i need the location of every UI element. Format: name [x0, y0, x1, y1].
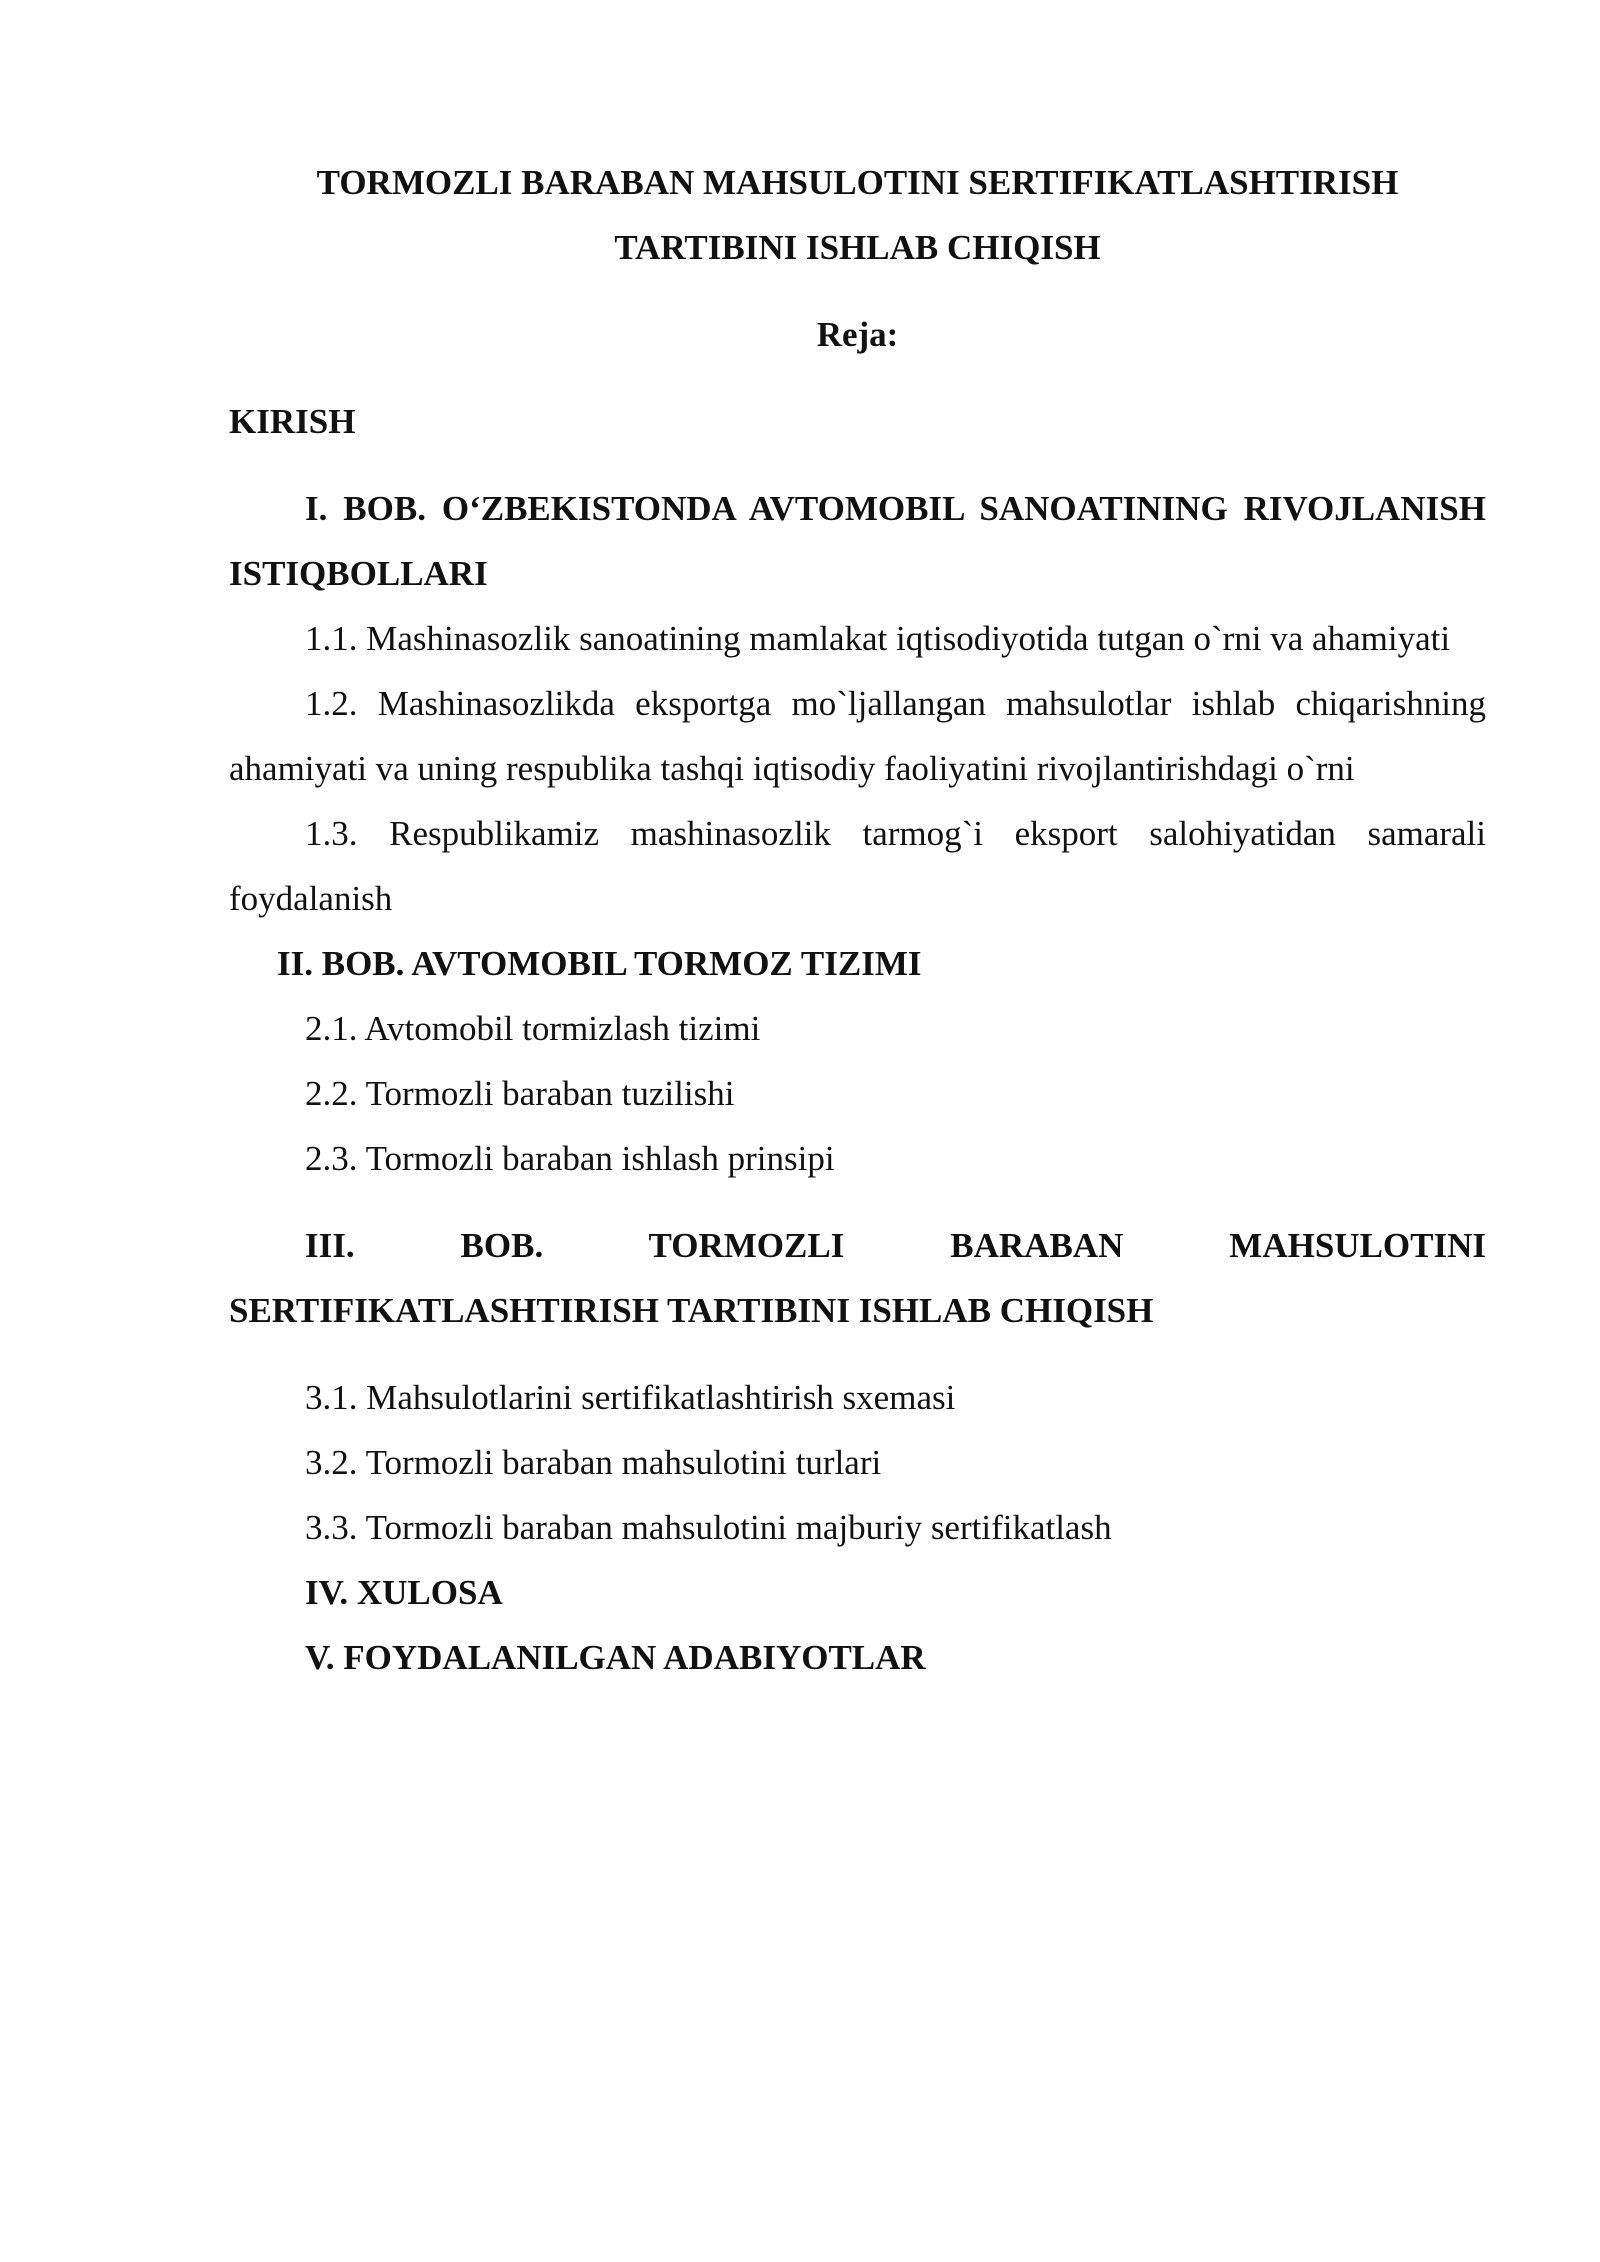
document-page [229, 150, 1486, 1690]
title-line-2: TARTIBINI ISHLAB CHIQISH [614, 228, 1101, 267]
section-3-3: 3.3. Tormozli baraban mahsulotini majburiy sertifikatlash [305, 1508, 1112, 1547]
intro-heading: KIRISH [229, 402, 356, 441]
chapter-3-heading: III. BOB. TORMOZLI BARABAN MAHSULOTINI SERTIFIKATLASHTIRISH TARTIBINI ISHLAB CHIQISH [229, 1226, 1486, 1330]
section-2-2: 2.2. Tormozli baraban tuzilishi [305, 1074, 735, 1113]
section-1-1: 1.1. Mashinasozlik sanoatining mamlakat iqtisodiyotida tutgan o`rni va ahamiyati [305, 619, 1451, 658]
section-2-3: 2.3. Tormozli baraban ishlash prinsipi [305, 1139, 835, 1178]
section-3-1: 3.1. Mahsulotlarini sertifikatlashtirish sxemasi [305, 1378, 956, 1417]
section-1-3: 1.3. Respublikamiz mashinasozlik tarmog`i eksport salohiyatidan samarali foydalanish [229, 814, 1486, 918]
section-1-2: 1.2. Mashinasozlikda eksportga mo`ljallangan mahsulotlar ishlab chiqarishning ahamiyati va uning respublika tashqi iqtisodiy faoliyatini rivojlantirishdagi o`rni [229, 684, 1486, 788]
chapter-1-heading: I. BOB. O‘ZBEKISTONDA AVTOMOBIL SANOATINING RIVOJLANISH ISTIQBOLLARI [229, 489, 1486, 593]
chapter-2-heading: II. BOB. AVTOMOBIL TORMOZ TIZIMI [277, 944, 922, 983]
section-2-1: 2.1. Avtomobil tormizlash tizimi [305, 1009, 761, 1048]
section-3-2: 3.2. Tormozli baraban mahsulotini turlari [305, 1443, 882, 1482]
plan-heading: Reja: [816, 315, 899, 354]
references-heading: V. FOYDALANILGAN ADABIYOTLAR [305, 1638, 926, 1677]
conclusion-heading: IV. XULOSA [305, 1573, 503, 1612]
title-line-1: TORMOZLI BARABAN MAHSULOTINI SERTIFIKATLASHTIRISH [316, 163, 1399, 202]
document-title [229, 150, 1486, 280]
